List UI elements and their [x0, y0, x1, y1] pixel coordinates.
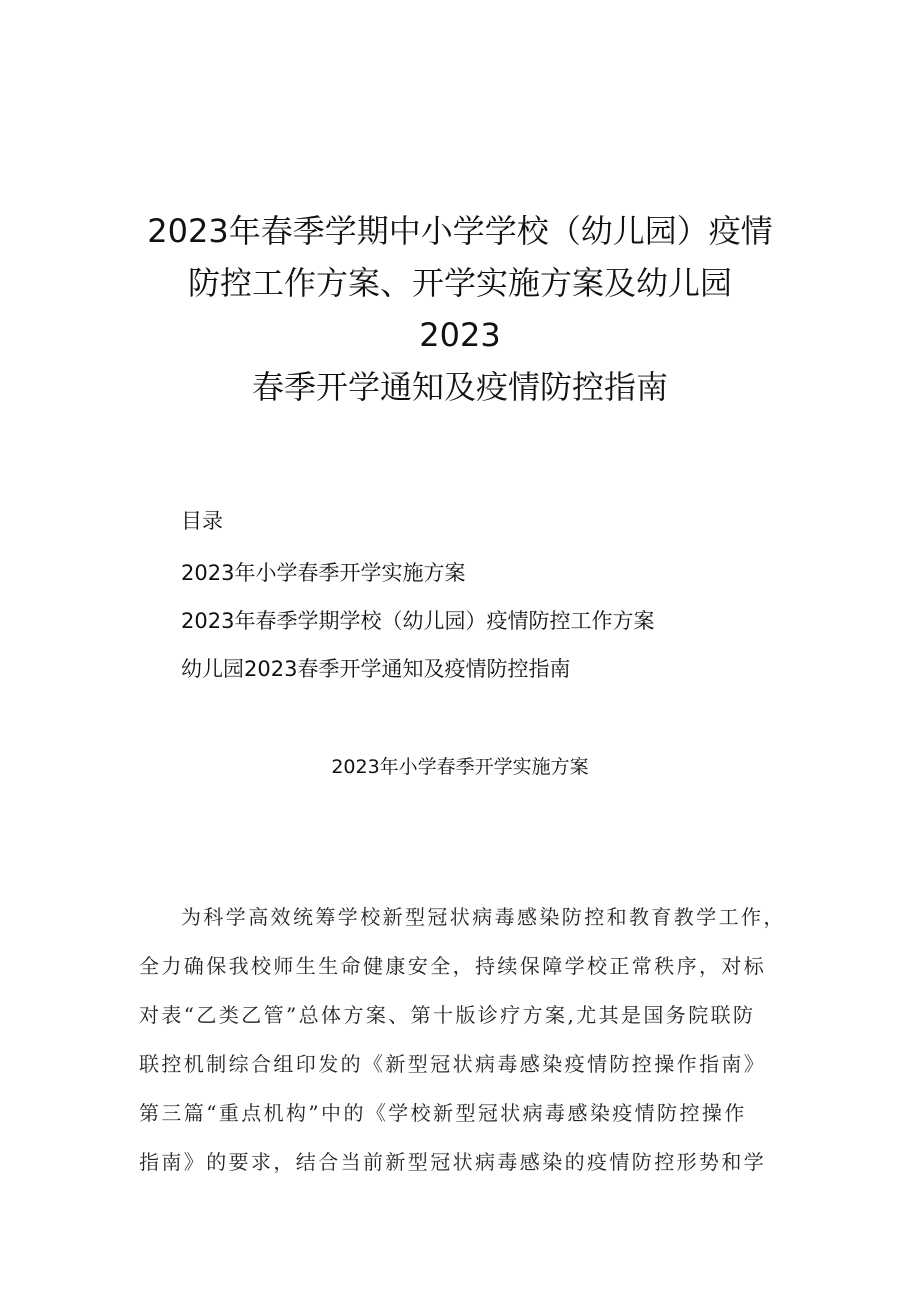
- section-heading: 2023年小学春季开学实施方案: [331, 756, 589, 778]
- body-line: 联控机制综合组印发的《新型冠状病毒感染疫情防控操作指南》: [139, 1052, 767, 1076]
- toc-item-primary-school-plan: 2023年小学春季开学实施方案: [181, 561, 466, 585]
- toc-item-kindergarten-notice: 幼儿园2023春季开学通知及疫情防控指南: [181, 657, 571, 681]
- document-title: [0, 205, 920, 413]
- title-line: 2023: [419, 316, 501, 354]
- body-line: 对表“乙类乙管”总体方案、第十版诊疗方案,尤其是国务院联防: [139, 1003, 756, 1027]
- title-line: 2023年春季学期中小学学校（幼儿园）疫情: [147, 212, 773, 250]
- toc-heading: 目录: [181, 509, 223, 533]
- title-line: 防控工作方案、开学实施方案及幼儿园: [187, 264, 732, 302]
- body-line: 第三篇“重点机构”中的《学校新型冠状病毒感染疫情防控操作: [139, 1101, 747, 1125]
- body-line: 全力确保我校师生生命健康安全，持续保障学校正常秩序，对标: [139, 954, 767, 978]
- toc-item-epidemic-prevention-plan: 2023年春季学期学校（幼儿园）疫情防控工作方案: [181, 609, 655, 633]
- body-line: 为科学高效统筹学校新型冠状病毒感染防控和教育教学工作，: [181, 905, 786, 929]
- table-of-contents: [181, 505, 881, 701]
- body-paragraph: [139, 893, 795, 1187]
- body-line: 指南》的要求，结合当前新型冠状病毒感染的疫情防控形势和学: [139, 1150, 767, 1174]
- title-line: 春季开学通知及疫情防控指南: [251, 368, 668, 406]
